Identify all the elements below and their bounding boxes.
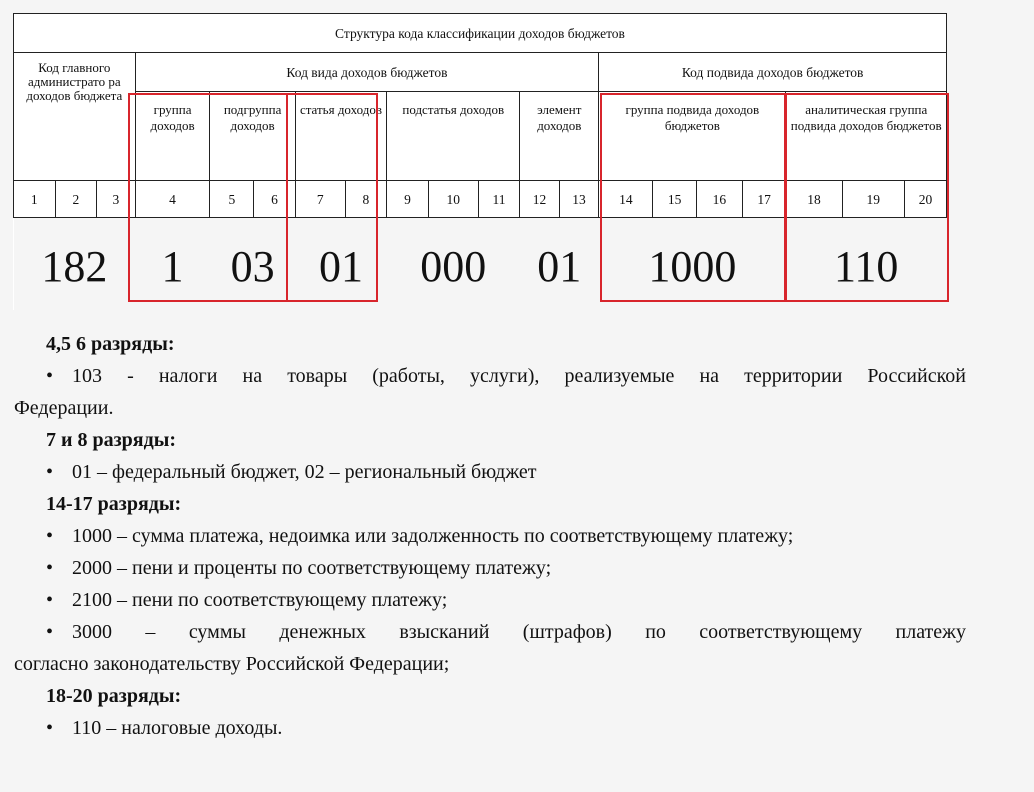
heading-digits-18-20: 18-20 разряды: (46, 685, 182, 707)
digit-cell: 9 (387, 181, 429, 218)
digit-cell: 15 (653, 181, 697, 218)
digit-cell: 7 (295, 181, 345, 218)
bullet-icon: • (46, 461, 54, 483)
subgroup-value: 03 (210, 218, 295, 311)
subarticle-value: 000 (387, 218, 520, 311)
income-type-header: Код вида доходов бюджетов (135, 53, 599, 92)
heading-digits-7-8: 7 и 8 разряды: (46, 429, 177, 451)
element-header: элемент доходов (520, 92, 599, 181)
digit-cell: 18 (786, 181, 842, 218)
code-values-row (14, 218, 947, 311)
analytic-group-header: аналитическая группа подвида доходов бюджетов (786, 92, 947, 181)
bullet-icon: • (46, 557, 54, 579)
income-subtype-header: Код подвида доходов бюджетов (599, 53, 947, 92)
subtype-group-header: группа подвида доходов бюджетов (599, 92, 786, 181)
heading-digits-14-17: 14-17 разряды: (46, 493, 182, 515)
bullet-icon: • (46, 525, 54, 547)
list-item-continuation: Федерации. (14, 397, 114, 419)
digit-position-row (14, 181, 947, 218)
digit-cell: 14 (599, 181, 653, 218)
digit-cell: 5 (210, 181, 254, 218)
digit-cell: 10 (428, 181, 478, 218)
digit-cell: 13 (559, 181, 599, 218)
admin-code-header: Код главного администрато ра доходов бюджета (14, 53, 136, 181)
digit-cell: 20 (904, 181, 946, 218)
bullet-icon: • (46, 717, 54, 739)
list-item-continuation: согласно законодательству Российской Федерации; (14, 653, 450, 675)
digit-cell: 4 (135, 181, 210, 218)
digit-cell: 3 (97, 181, 135, 218)
list-item: • 103 - налоги на товары (работы, услуги), реализуемые на территории Российской (14, 360, 966, 392)
digit-cell: 8 (345, 181, 387, 218)
group-value: 1 (135, 218, 210, 311)
digit-cell: 6 (254, 181, 296, 218)
heading-digits-4-6: 4,5 6 разряды: (46, 333, 175, 355)
admin-code-value: 182 (14, 218, 136, 311)
list-item: • 01 – федеральный бюджет, 02 – региональный бюджет (14, 456, 966, 488)
digit-cell: 19 (842, 181, 904, 218)
subtype-group-value: 1000 (599, 218, 786, 311)
digit-cell: 17 (742, 181, 786, 218)
digit-cell: 11 (478, 181, 520, 218)
article-header: статья доходов (295, 92, 386, 181)
table-title: Структура кода классификации доходов бюджетов (14, 14, 947, 53)
notes-section (14, 328, 966, 744)
digit-cell: 1 (14, 181, 56, 218)
bullet-icon: • (46, 589, 54, 611)
subarticle-header: подстатья доходов (387, 92, 520, 181)
analytic-group-value: 110 (786, 218, 947, 311)
group-header: группа доходов (135, 92, 210, 181)
bullet-icon: • (46, 365, 54, 387)
list-item: • 3000 – суммы денежных взысканий (штрафов) по соответствующему платежу (14, 616, 966, 648)
digit-cell: 12 (520, 181, 560, 218)
list-item: • 110 – налоговые доходы. (14, 712, 966, 744)
subgroup-header: подгруппа доходов (210, 92, 295, 181)
digit-cell: 16 (697, 181, 743, 218)
list-item: • 2000 – пени и проценты по соответствующему платежу; (14, 552, 966, 584)
digit-cell: 2 (55, 181, 97, 218)
budget-code-structure-table (13, 13, 947, 310)
article-value: 01 (295, 218, 386, 311)
list-item: • 1000 – сумма платежа, недоимка или задолженность по соответствующему платежу; (14, 520, 966, 552)
list-item: • 2100 – пени по соответствующему платежу; (14, 584, 966, 616)
element-value: 01 (520, 218, 599, 311)
bullet-icon: • (46, 621, 54, 643)
